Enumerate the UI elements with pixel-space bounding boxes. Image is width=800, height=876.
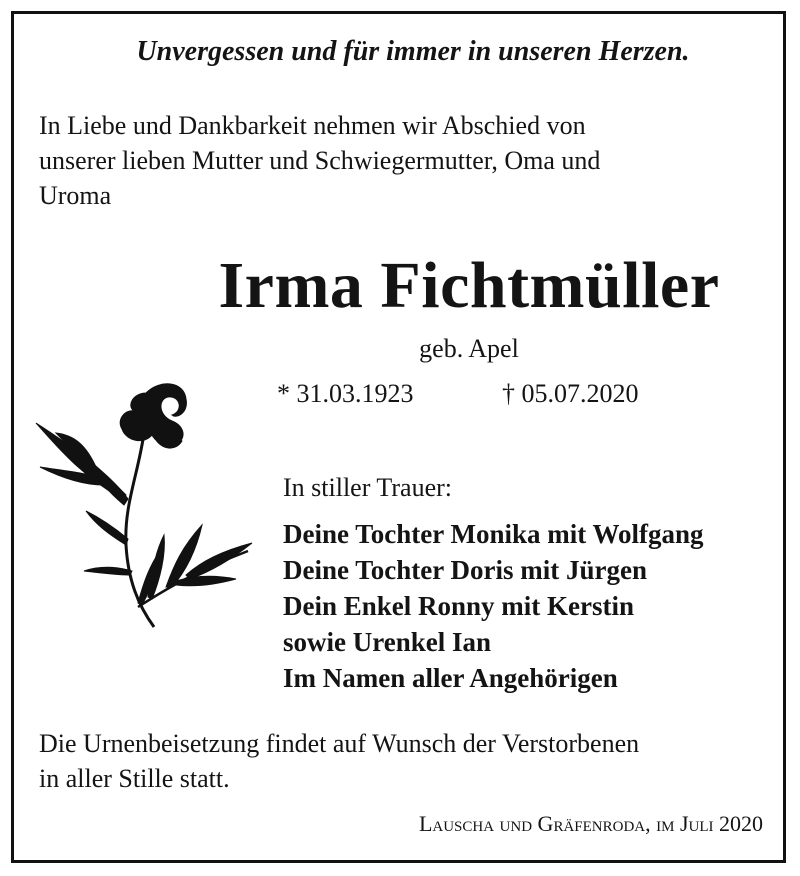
intro-line: In Liebe und Dankbarkeit nehmen wir Abschied von [39,111,586,140]
burial-line: Die Urnenbeisetzung findet auf Wunsch der Verstorbenen [39,729,640,758]
birth-name: geb. Apel [419,334,519,363]
mourner-line: Im Namen aller Angehörigen [283,663,618,693]
intro-line: unserer lieben Mutter und Schwiegermutter, Oma und [39,146,601,175]
burial-notice [39,726,639,796]
burial-line: in aller Stille statt. [39,764,230,793]
mourner-line: Dein Enkel Ronny mit Kerstin [283,591,635,621]
birth-date: * 31.03.1923 [277,379,414,408]
mourner-line: Deine Tochter Monika mit Wolfgang [283,519,704,549]
mourner-line: sowie Urenkel Ian [283,627,492,657]
mourners-list [283,516,704,696]
deceased-name: Irma Fichtmüller [218,249,720,322]
mourning-label: In stiller Trauer: [283,473,452,502]
death-date: † 05.07.2020 [502,379,639,408]
mourner-line: Deine Tochter Doris mit Jürgen [283,555,647,585]
intro-text [39,108,739,213]
intro-line: Uroma [39,181,112,210]
place-and-date: Lauscha und Gräfenroda, im Juli 2020 [418,811,763,836]
motto-headline: Unvergessen und für immer in unseren Herzen. [136,36,690,67]
rose-flower-icon [26,375,262,637]
